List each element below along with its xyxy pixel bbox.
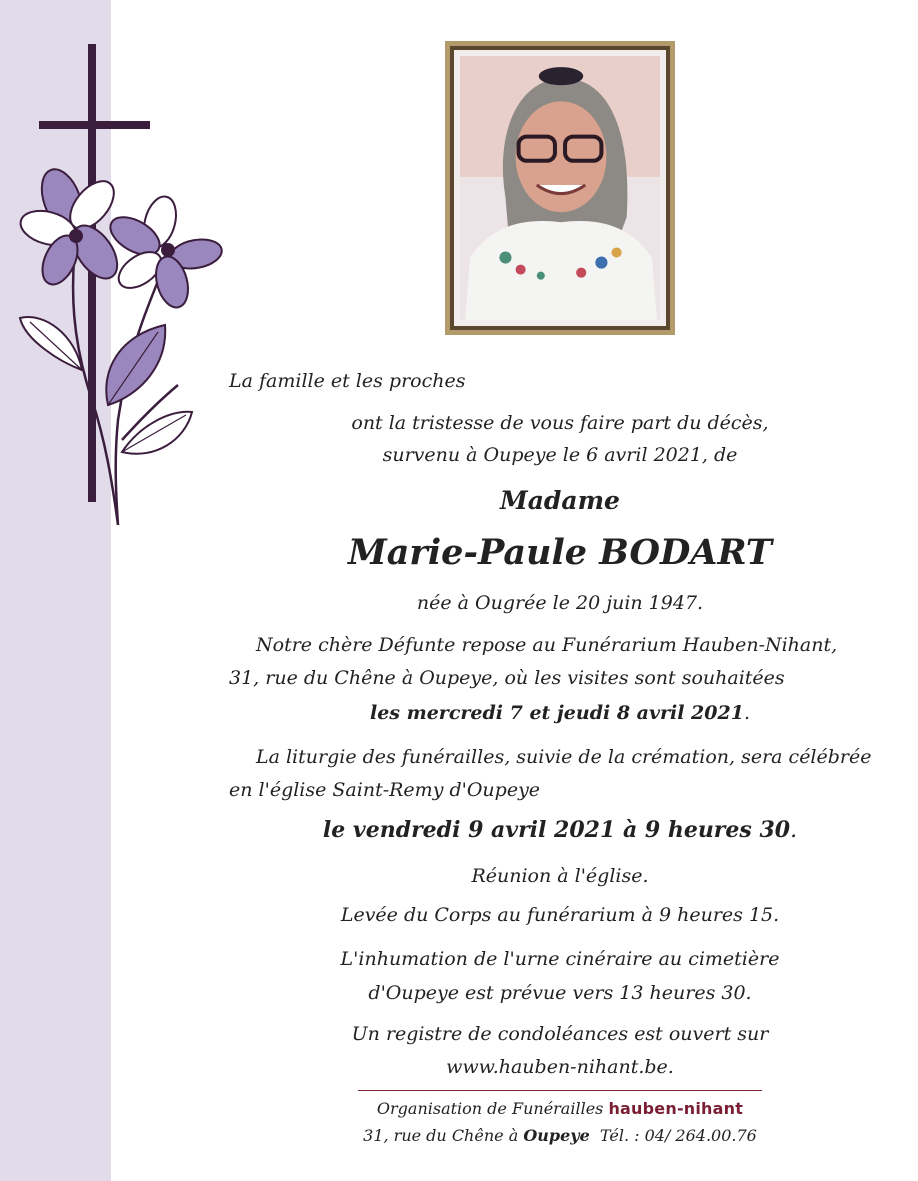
burial-line-1: L'inhumation de l'urne cinéraire au cimetière — [340, 948, 780, 970]
funeral-date-text: le vendredi 9 avril 2021 à 9 heures 30 — [322, 817, 791, 843]
footer-organisation — [260, 1101, 860, 1117]
intro-place-date: survenu à Oupeye le 6 avril 2021, de — [382, 444, 738, 466]
condolences-website[interactable]: www.hauben-nihant.be. — [446, 1056, 674, 1078]
flower-right-icon — [104, 193, 224, 311]
visitation-line-1: Notre chère Défunte repose au Funérarium Hauben-Nihant, — [256, 634, 838, 656]
visitation-dates — [260, 704, 860, 723]
deceased-title: Madame — [500, 486, 620, 515]
funeral-lift: Levée du Corps au funérarium à 9 heures 15. — [340, 904, 780, 926]
footer-phone: Tél. : 04/ 264.00.76 — [599, 1126, 757, 1145]
funeral-line-2: en l'église Saint-Remy d'Oupeye — [229, 779, 541, 801]
deceased-name: Marie-Paule BODART — [348, 532, 772, 573]
visitation-dates-text: les mercredi 7 et jeudi 8 avril 2021 — [370, 702, 744, 724]
cross-flowers-illustration — [0, 0, 240, 540]
portrait-photo — [460, 56, 660, 320]
funeral-line-1: La liturgie des funérailles, suivie de la crémation, sera célébrée — [256, 746, 872, 768]
funeral-date-end: . — [790, 818, 798, 843]
footer-brand-logo: hauben-nihant — [608, 1099, 744, 1118]
burial-line-2: d'Oupeye est prévue vers 13 heures 30. — [368, 982, 752, 1004]
visitation-dates-end: . — [743, 702, 750, 724]
deceased-birth: née à Ougrée le 20 juin 1947. — [416, 592, 704, 614]
condolences-line: Un registre de condoléances est ouvert sur — [351, 1023, 769, 1045]
portrait-frame — [445, 41, 675, 335]
footer-org-prefix: Organisation de Funérailles — [376, 1099, 604, 1118]
footer-city: Oupeye — [523, 1126, 590, 1145]
portrait-matte — [450, 46, 670, 330]
footer-address — [260, 1128, 860, 1144]
funeral-date — [260, 819, 860, 842]
visitation-line-2: 31, rue du Chêne à Oupeye, où les visites sont souhaitées — [229, 667, 785, 689]
intro-family: La famille et les proches — [229, 370, 466, 392]
leaves-icon — [20, 317, 192, 454]
intro-announcement: ont la tristesse de vous faire part du décès, — [351, 412, 769, 434]
footer-address-prefix: 31, rue du Chêne à — [363, 1126, 519, 1145]
footer-divider — [358, 1090, 762, 1091]
funeral-meeting: Réunion à l'église. — [471, 865, 649, 887]
